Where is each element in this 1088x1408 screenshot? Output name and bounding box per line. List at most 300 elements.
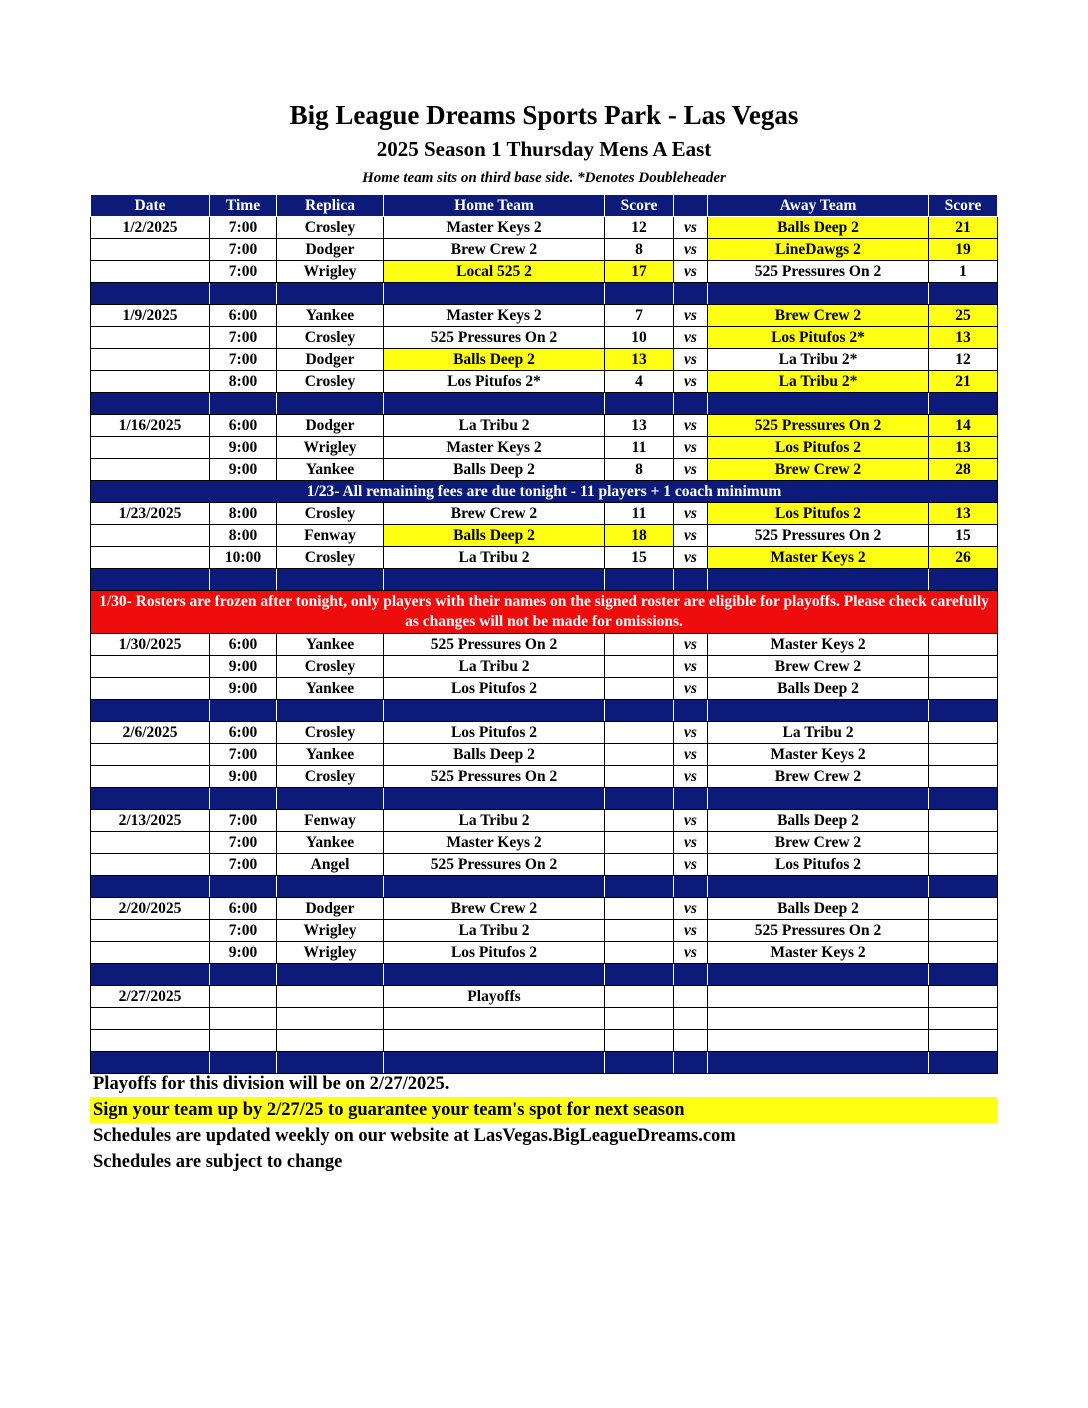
separator-cell	[605, 700, 674, 722]
home-team-cell: 525 Pressures On 2	[384, 854, 605, 876]
home-score-cell	[605, 656, 674, 678]
time-cell: 7:00	[210, 327, 277, 349]
separator-cell	[929, 1052, 998, 1074]
time-cell: 7:00	[210, 854, 277, 876]
vs-cell: vs	[674, 744, 708, 766]
separator-cell	[277, 569, 384, 591]
vs-cell	[674, 1030, 708, 1052]
separator-cell	[708, 876, 929, 898]
game-row	[91, 327, 998, 349]
replica-cell: Crosley	[277, 656, 384, 678]
time-cell: 8:00	[210, 525, 277, 547]
home-team-cell: La Tribu 2	[384, 547, 605, 569]
home-score-cell	[605, 634, 674, 656]
vs-cell: vs	[674, 898, 708, 920]
separator-cell	[929, 964, 998, 986]
away-team-cell: 525 Pressures On 2	[708, 415, 929, 437]
vs-cell: vs	[674, 217, 708, 239]
home-team-cell: Playoffs	[384, 986, 605, 1008]
header-date: Date	[91, 195, 210, 217]
home-team-cell: 525 Pressures On 2	[384, 766, 605, 788]
vs-cell: vs	[674, 415, 708, 437]
time-cell: 6:00	[210, 634, 277, 656]
game-row	[91, 810, 998, 832]
vs-cell: vs	[674, 854, 708, 876]
game-row	[91, 261, 998, 283]
vs-cell: vs	[674, 327, 708, 349]
week-separator	[91, 569, 998, 591]
separator-cell	[929, 393, 998, 415]
date-cell	[91, 327, 210, 349]
game-row	[91, 459, 998, 481]
home-team-cell	[384, 1030, 605, 1052]
away-score-cell: 28	[929, 459, 998, 481]
date-cell: 1/9/2025	[91, 305, 210, 327]
replica-cell: Yankee	[277, 634, 384, 656]
away-team-cell: Balls Deep 2	[708, 898, 929, 920]
separator-cell	[384, 876, 605, 898]
home-score-cell	[605, 722, 674, 744]
vs-cell: vs	[674, 920, 708, 942]
away-team-cell: Brew Crew 2	[708, 459, 929, 481]
separator-cell	[277, 1052, 384, 1074]
date-cell	[91, 239, 210, 261]
away-team-cell: Brew Crew 2	[708, 305, 929, 327]
away-score-cell: 15	[929, 525, 998, 547]
game-row	[91, 415, 998, 437]
vs-cell	[674, 1008, 708, 1030]
header-home-team: Home Team	[384, 195, 605, 217]
separator-cell	[674, 788, 708, 810]
date-cell: 1/23/2025	[91, 503, 210, 525]
separator-cell	[384, 393, 605, 415]
week-separator	[91, 876, 998, 898]
home-score-cell: 12	[605, 217, 674, 239]
replica-cell: Yankee	[277, 744, 384, 766]
fees-banner-row	[91, 481, 998, 503]
replica-cell: Yankee	[277, 305, 384, 327]
separator-cell	[277, 964, 384, 986]
away-team-cell: La Tribu 2	[708, 722, 929, 744]
home-team-cell: Local 525 2	[384, 261, 605, 283]
separator-cell	[929, 283, 998, 305]
replica-cell: Yankee	[277, 832, 384, 854]
separator-cell	[384, 1052, 605, 1074]
separator-cell	[605, 569, 674, 591]
replica-cell: Crosley	[277, 327, 384, 349]
replica-cell: Dodger	[277, 898, 384, 920]
separator-cell	[91, 700, 210, 722]
away-team-cell: 525 Pressures On 2	[708, 525, 929, 547]
home-team-cell: Los Pitufos 2*	[384, 371, 605, 393]
game-row	[91, 832, 998, 854]
time-cell: 8:00	[210, 371, 277, 393]
home-score-cell: 11	[605, 503, 674, 525]
separator-cell	[91, 788, 210, 810]
header-replica: Replica	[277, 195, 384, 217]
week-separator	[91, 700, 998, 722]
vs-cell: vs	[674, 503, 708, 525]
away-team-cell: Master Keys 2	[708, 547, 929, 569]
away-team-cell: Balls Deep 2	[708, 217, 929, 239]
away-score-cell	[929, 920, 998, 942]
vs-cell: vs	[674, 459, 708, 481]
away-team-cell	[708, 1008, 929, 1030]
game-row	[91, 920, 998, 942]
doubleheader-note: Home team sits on third base side. *Denotes Doubleheader	[362, 170, 726, 186]
vs-cell: vs	[674, 547, 708, 569]
separator-cell	[210, 788, 277, 810]
vs-cell: vs	[674, 832, 708, 854]
game-row	[91, 525, 998, 547]
separator-cell	[91, 569, 210, 591]
away-team-cell: LineDawgs 2	[708, 239, 929, 261]
header-time: Time	[210, 195, 277, 217]
change-disclaimer: Schedules are subject to change	[93, 1152, 343, 1172]
time-cell: 9:00	[210, 437, 277, 459]
game-row	[91, 437, 998, 459]
separator-cell	[91, 1052, 210, 1074]
separator-cell	[708, 1052, 929, 1074]
page-subtitle: 2025 Season 1 Thursday Mens A East	[376, 137, 712, 161]
time-cell: 8:00	[210, 503, 277, 525]
away-score-cell	[929, 986, 998, 1008]
away-team-cell	[708, 1030, 929, 1052]
time-cell: 10:00	[210, 547, 277, 569]
home-score-cell: 7	[605, 305, 674, 327]
date-cell	[91, 678, 210, 700]
replica-cell: Crosley	[277, 503, 384, 525]
signup-reminder: Sign your team up by 2/27/25 to guarantee your team's spot for next season	[90, 1097, 997, 1123]
replica-cell: Wrigley	[277, 261, 384, 283]
separator-cell	[674, 569, 708, 591]
game-row	[91, 678, 998, 700]
replica-cell: Wrigley	[277, 437, 384, 459]
replica-cell	[277, 986, 384, 1008]
game-row	[91, 854, 998, 876]
separator-cell	[708, 788, 929, 810]
date-cell: 2/13/2025	[91, 810, 210, 832]
vs-cell: vs	[674, 810, 708, 832]
away-team-cell: Los Pitufos 2	[708, 854, 929, 876]
away-team-cell: 525 Pressures On 2	[708, 261, 929, 283]
home-score-cell: 18	[605, 525, 674, 547]
separator-cell	[277, 283, 384, 305]
home-team-cell: La Tribu 2	[384, 415, 605, 437]
away-score-cell: 25	[929, 305, 998, 327]
time-cell: 9:00	[210, 656, 277, 678]
date-cell	[91, 459, 210, 481]
away-team-cell: Master Keys 2	[708, 634, 929, 656]
separator-cell	[210, 283, 277, 305]
home-team-cell: La Tribu 2	[384, 656, 605, 678]
time-cell	[210, 1030, 277, 1052]
away-team-cell: La Tribu 2*	[708, 349, 929, 371]
home-team-cell	[384, 1008, 605, 1030]
header-vs	[674, 195, 708, 217]
home-score-cell: 13	[605, 415, 674, 437]
replica-cell: Wrigley	[277, 920, 384, 942]
home-score-cell	[605, 920, 674, 942]
away-score-cell: 13	[929, 327, 998, 349]
away-team-cell: Los Pitufos 2	[708, 437, 929, 459]
home-team-cell: Master Keys 2	[384, 437, 605, 459]
game-row	[91, 634, 998, 656]
vs-cell	[674, 986, 708, 1008]
date-cell: 2/20/2025	[91, 898, 210, 920]
game-row	[91, 766, 998, 788]
separator-cell	[210, 569, 277, 591]
week-separator	[91, 964, 998, 986]
home-team-cell: Brew Crew 2	[384, 503, 605, 525]
away-team-cell: Balls Deep 2	[708, 678, 929, 700]
home-score-cell	[605, 898, 674, 920]
away-team-cell: Master Keys 2	[708, 744, 929, 766]
away-score-cell	[929, 832, 998, 854]
vs-cell: vs	[674, 656, 708, 678]
home-team-cell: Balls Deep 2	[384, 459, 605, 481]
vs-cell: vs	[674, 942, 708, 964]
separator-cell	[674, 964, 708, 986]
game-row	[91, 1008, 998, 1030]
date-cell: 1/30/2025	[91, 634, 210, 656]
separator-cell	[210, 1052, 277, 1074]
header-away-team: Away Team	[708, 195, 929, 217]
away-score-cell: 21	[929, 217, 998, 239]
vs-cell: vs	[674, 371, 708, 393]
away-score-cell	[929, 1030, 998, 1052]
replica-cell: Yankee	[277, 678, 384, 700]
time-cell: 7:00	[210, 832, 277, 854]
time-cell	[210, 1008, 277, 1030]
time-cell: 6:00	[210, 415, 277, 437]
home-team-cell: Master Keys 2	[384, 832, 605, 854]
separator-cell	[277, 788, 384, 810]
time-cell	[210, 986, 277, 1008]
game-row	[91, 371, 998, 393]
away-score-cell	[929, 766, 998, 788]
replica-cell: Crosley	[277, 766, 384, 788]
game-row	[91, 1030, 998, 1052]
date-cell	[91, 547, 210, 569]
away-score-cell	[929, 722, 998, 744]
game-row	[91, 942, 998, 964]
home-team-cell: La Tribu 2	[384, 920, 605, 942]
vs-cell: vs	[674, 349, 708, 371]
separator-cell	[91, 876, 210, 898]
separator-cell	[708, 393, 929, 415]
separator-cell	[708, 700, 929, 722]
time-cell: 7:00	[210, 810, 277, 832]
time-cell: 6:00	[210, 722, 277, 744]
vs-cell: vs	[674, 305, 708, 327]
vs-cell: vs	[674, 525, 708, 547]
time-cell: 9:00	[210, 766, 277, 788]
header-home-score: Score	[605, 195, 674, 217]
time-cell: 9:00	[210, 459, 277, 481]
separator-cell	[674, 283, 708, 305]
separator-cell	[605, 964, 674, 986]
date-cell	[91, 920, 210, 942]
week-separator	[91, 283, 998, 305]
time-cell: 6:00	[210, 305, 277, 327]
date-cell	[91, 437, 210, 459]
date-cell	[91, 656, 210, 678]
separator-cell	[605, 876, 674, 898]
separator-cell	[210, 964, 277, 986]
home-team-cell: Balls Deep 2	[384, 744, 605, 766]
date-cell: 2/27/2025	[91, 986, 210, 1008]
separator-cell	[929, 788, 998, 810]
date-cell: 1/2/2025	[91, 217, 210, 239]
date-cell	[91, 832, 210, 854]
replica-cell: Crosley	[277, 217, 384, 239]
separator-cell	[91, 283, 210, 305]
table-header-row	[91, 195, 998, 217]
away-team-cell: La Tribu 2*	[708, 371, 929, 393]
replica-cell: Yankee	[277, 459, 384, 481]
separator-cell	[674, 876, 708, 898]
separator-cell	[91, 964, 210, 986]
separator-cell	[605, 393, 674, 415]
home-team-cell: Brew Crew 2	[384, 239, 605, 261]
away-team-cell	[708, 986, 929, 1008]
schedule-body	[91, 195, 998, 1074]
home-score-cell	[605, 942, 674, 964]
time-cell: 7:00	[210, 261, 277, 283]
home-score-cell	[605, 854, 674, 876]
website-note: Schedules are updated weekly on our website at LasVegas.BigLeagueDreams.com	[93, 1126, 736, 1146]
away-team-cell: 525 Pressures On 2	[708, 920, 929, 942]
date-cell	[91, 349, 210, 371]
away-score-cell: 12	[929, 349, 998, 371]
replica-cell: Fenway	[277, 525, 384, 547]
separator-cell	[277, 700, 384, 722]
replica-cell: Angel	[277, 854, 384, 876]
separator-cell	[929, 569, 998, 591]
away-score-cell	[929, 854, 998, 876]
separator-cell	[384, 964, 605, 986]
game-row	[91, 217, 998, 239]
home-score-cell	[605, 810, 674, 832]
separator-cell	[277, 393, 384, 415]
replica-cell: Dodger	[277, 349, 384, 371]
time-cell: 7:00	[210, 744, 277, 766]
away-score-cell: 14	[929, 415, 998, 437]
game-row	[91, 547, 998, 569]
replica-cell: Wrigley	[277, 942, 384, 964]
game-row	[91, 656, 998, 678]
date-cell	[91, 525, 210, 547]
replica-cell	[277, 1030, 384, 1052]
week-separator	[91, 1052, 998, 1074]
separator-cell	[605, 1052, 674, 1074]
vs-cell: vs	[674, 766, 708, 788]
home-team-cell: Balls Deep 2	[384, 525, 605, 547]
separator-cell	[674, 700, 708, 722]
away-team-cell: Los Pitufos 2*	[708, 327, 929, 349]
fees-banner: 1/23- All remaining fees are due tonight - 11 players + 1 coach minimum	[91, 481, 998, 503]
home-score-cell: 15	[605, 547, 674, 569]
away-team-cell: Brew Crew 2	[708, 832, 929, 854]
game-row	[91, 744, 998, 766]
game-row	[91, 722, 998, 744]
away-score-cell: 13	[929, 503, 998, 525]
replica-cell	[277, 1008, 384, 1030]
game-row	[91, 503, 998, 525]
away-score-cell: 26	[929, 547, 998, 569]
away-score-cell	[929, 634, 998, 656]
time-cell: 7:00	[210, 217, 277, 239]
vs-cell: vs	[674, 261, 708, 283]
away-score-cell	[929, 810, 998, 832]
home-team-cell: Los Pitufos 2	[384, 942, 605, 964]
away-team-cell: Los Pitufos 2	[708, 503, 929, 525]
away-score-cell: 19	[929, 239, 998, 261]
date-cell	[91, 371, 210, 393]
home-team-cell: Los Pitufos 2	[384, 722, 605, 744]
date-cell	[91, 942, 210, 964]
replica-cell: Dodger	[277, 239, 384, 261]
week-separator	[91, 788, 998, 810]
home-team-cell: La Tribu 2	[384, 810, 605, 832]
home-score-cell	[605, 744, 674, 766]
replica-cell: Dodger	[277, 415, 384, 437]
playoffs-note: Playoffs for this division will be on 2/27/2025.	[93, 1074, 450, 1094]
time-cell: 7:00	[210, 239, 277, 261]
home-team-cell: 525 Pressures On 2	[384, 327, 605, 349]
game-row	[91, 305, 998, 327]
home-score-cell	[605, 1030, 674, 1052]
time-cell: 6:00	[210, 898, 277, 920]
separator-cell	[674, 393, 708, 415]
home-team-cell: Balls Deep 2	[384, 349, 605, 371]
home-score-cell: 10	[605, 327, 674, 349]
replica-cell: Crosley	[277, 547, 384, 569]
home-score-cell	[605, 832, 674, 854]
away-score-cell: 21	[929, 371, 998, 393]
vs-cell: vs	[674, 437, 708, 459]
separator-cell	[708, 964, 929, 986]
away-score-cell	[929, 656, 998, 678]
away-team-cell: Master Keys 2	[708, 942, 929, 964]
date-cell	[91, 744, 210, 766]
home-team-cell: 525 Pressures On 2	[384, 634, 605, 656]
away-score-cell	[929, 942, 998, 964]
game-row	[91, 349, 998, 371]
separator-cell	[277, 876, 384, 898]
separator-cell	[210, 700, 277, 722]
away-team-cell: Balls Deep 2	[708, 810, 929, 832]
date-cell	[91, 766, 210, 788]
away-score-cell: 1	[929, 261, 998, 283]
replica-cell: Crosley	[277, 371, 384, 393]
away-score-cell: 13	[929, 437, 998, 459]
week-separator	[91, 393, 998, 415]
replica-cell: Crosley	[277, 722, 384, 744]
date-cell	[91, 1030, 210, 1052]
game-row	[91, 986, 998, 1008]
game-row	[91, 898, 998, 920]
header-away-score: Score	[929, 195, 998, 217]
home-score-cell: 17	[605, 261, 674, 283]
separator-cell	[708, 283, 929, 305]
separator-cell	[708, 569, 929, 591]
home-score-cell	[605, 678, 674, 700]
separator-cell	[929, 876, 998, 898]
separator-cell	[384, 788, 605, 810]
home-score-cell: 8	[605, 459, 674, 481]
